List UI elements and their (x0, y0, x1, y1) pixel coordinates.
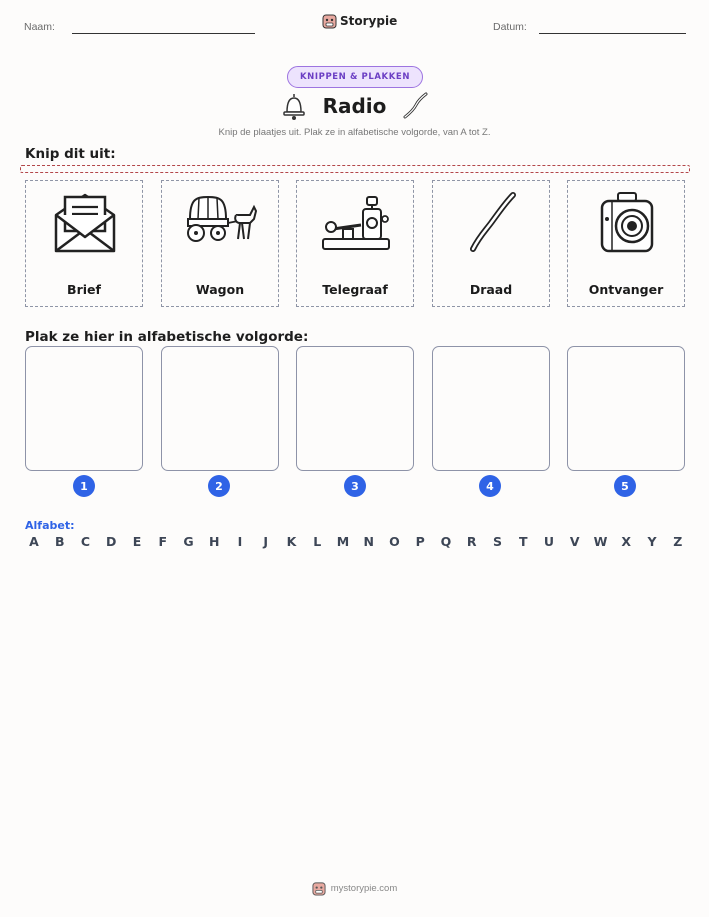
paste-slot-4[interactable] (432, 346, 550, 471)
card-label: Ontvanger (588, 282, 664, 297)
paste-slot-2[interactable] (161, 346, 279, 471)
page-title: Radio (322, 94, 387, 118)
alphabet-letter: G (183, 534, 194, 549)
card-label: Wagon (195, 282, 245, 297)
receiver-icon (592, 189, 662, 255)
alphabet-letter: T (518, 534, 528, 549)
alphabet-letter: J (263, 534, 269, 549)
alphabet-letter: A (29, 534, 39, 549)
card-label: Telegraaf (322, 282, 388, 297)
alphabet-letter: O (389, 534, 400, 549)
alphabet-letter: C (80, 534, 91, 549)
alphabet-letter: V (569, 534, 580, 549)
telegraph-icon (319, 189, 393, 255)
alphabet-letter: Y (647, 534, 657, 549)
alphabet-letter: Z (673, 534, 683, 549)
wagon-icon (184, 189, 258, 255)
name-label: Naam: (24, 21, 55, 33)
footer-url: mystorypie.com (330, 883, 398, 894)
card-ontvanger[interactable] (567, 180, 685, 307)
title-row (0, 91, 709, 121)
date-line[interactable] (539, 33, 686, 34)
slot-number-4: 4 (479, 475, 501, 497)
alphabet-letter: I (237, 534, 243, 549)
brand-name: Storypie (340, 14, 398, 28)
alphabet-letter: Q (440, 534, 452, 549)
alphabet-row (26, 534, 686, 549)
alphabet-label: Alfabet: (25, 519, 75, 532)
alphabet-letter: F (158, 534, 168, 549)
alphabet-letter: N (363, 534, 374, 549)
alphabet-letter: R (466, 534, 477, 549)
footer (0, 881, 709, 896)
paste-slot-5[interactable] (567, 346, 685, 471)
alphabet-letter: K (286, 534, 297, 549)
alphabet-letter: E (132, 534, 142, 549)
instructions: Knip de plaatjes uit. Plak ze in alfabetische volgorde, van A tot Z. (218, 127, 491, 138)
slot-number-3: 3 (344, 475, 366, 497)
storypie-logo (322, 13, 397, 29)
paste-slot-3[interactable] (296, 346, 414, 471)
card-telegraaf[interactable] (296, 180, 414, 307)
alphabet-letter: H (209, 534, 220, 549)
paste-heading: Plak ze hier in alfabetische volgorde: (25, 329, 309, 345)
alphabet-letter: P (415, 534, 425, 549)
name-line[interactable] (72, 33, 255, 34)
alphabet-letter: L (313, 534, 322, 549)
card-label: Brief (67, 282, 101, 297)
card-brief[interactable] (25, 180, 143, 307)
bell-icon (279, 91, 309, 121)
paste-slot-1[interactable] (25, 346, 143, 471)
slot-number-1: 1 (73, 475, 95, 497)
alphabet-letter: M (336, 534, 350, 549)
storypie-mascot-icon (322, 13, 337, 29)
cut-line (20, 165, 690, 173)
activity-badge: KNIPPEN & PLAKKEN (287, 66, 423, 88)
card-draad[interactable] (432, 180, 550, 307)
alphabet-letter: D (106, 534, 117, 549)
card-label: Draad (469, 282, 513, 297)
alphabet-letter: W (593, 534, 608, 549)
date-label: Datum: (493, 21, 527, 33)
slot-number-2: 2 (208, 475, 230, 497)
envelope-icon (50, 189, 120, 255)
alphabet-letter: X (621, 534, 632, 549)
alphabet-letter: B (54, 534, 65, 549)
storypie-mascot-icon (312, 881, 326, 896)
card-wagon[interactable] (161, 180, 279, 307)
wire-icon (400, 91, 430, 121)
alphabet-letter: U (543, 534, 555, 549)
alphabet-letter: S (492, 534, 502, 549)
cut-heading: Knip dit uit: (25, 146, 116, 162)
wire-icon (457, 189, 527, 255)
slot-number-5: 5 (614, 475, 636, 497)
